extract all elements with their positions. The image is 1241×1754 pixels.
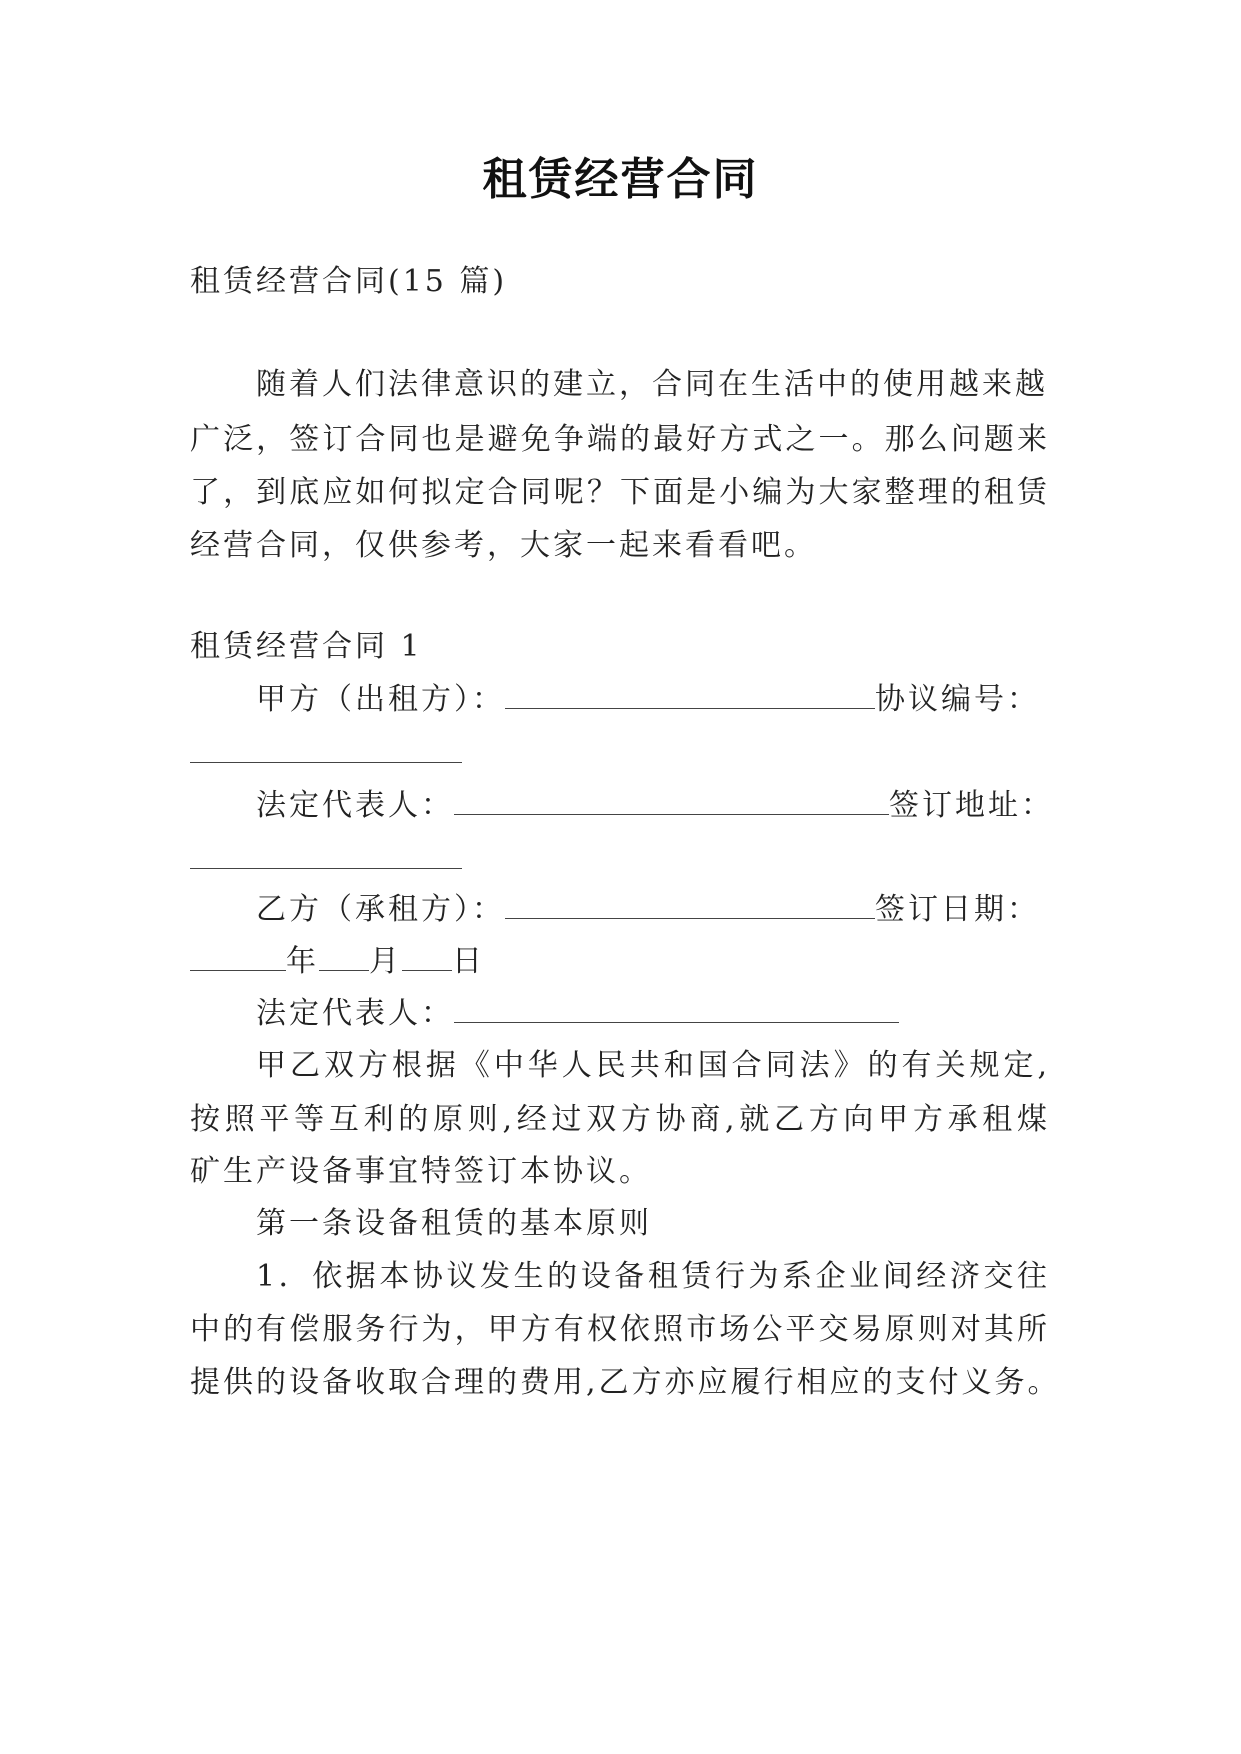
party-b-row <box>256 880 1050 940</box>
sign-address-label: 签订地址： <box>889 788 1054 823</box>
legal-rep-label-1: 法定代表人： <box>256 788 454 823</box>
document-subtitle: 租赁经营合同(15 篇) <box>190 264 508 299</box>
body-line-1: 甲乙双方根据《中华人民共和国合同法》的有关规定, <box>256 1048 1050 1083</box>
sign-address-blank[interactable] <box>190 868 462 869</box>
year-label: 年 <box>286 944 319 979</box>
sign-date-label: 签订日期： <box>875 892 1040 927</box>
year-blank[interactable] <box>190 946 286 971</box>
body-line-2: 按照平等互利的原则,经过双方协商,就乙方向甲方承租煤 <box>190 1102 1050 1137</box>
section-heading: 租赁经营合同 1 <box>190 629 423 664</box>
intro-line-1: 随着人们法律意识的建立，合同在生活中的使用越来越 <box>256 367 1048 402</box>
legal-rep-blank-2[interactable] <box>454 998 899 1023</box>
legal-rep-row-2 <box>256 984 1050 1044</box>
article-1-line-3: 提供的设备收取合理的费用,乙方亦应履行相应的支付义务。 <box>190 1365 1061 1400</box>
party-b-blank[interactable] <box>505 894 875 919</box>
legal-rep-blank-1[interactable] <box>454 790 889 815</box>
party-a-label: 甲方（出租方）： <box>256 682 505 717</box>
intro-line-3: 了，到底应如何拟定合同呢？下面是小编为大家整理的租赁 <box>190 475 1050 510</box>
agreement-no-blank[interactable] <box>190 762 462 763</box>
intro-line-2: 广泛，签订合同也是避免争端的最好方式之一。那么问题来 <box>190 422 1050 457</box>
legal-rep-label-2: 法定代表人： <box>256 996 454 1031</box>
month-blank[interactable] <box>319 946 369 971</box>
party-b-label: 乙方（承租方）： <box>256 892 505 927</box>
party-a-blank[interactable] <box>505 684 875 709</box>
agreement-no-label: 协议编号： <box>875 682 1040 717</box>
party-a-row <box>256 670 1050 730</box>
document-title: 租赁经营合同 <box>482 154 759 205</box>
article-1-line-1: 1．依据本协议发生的设备租赁行为系企业间经济交往 <box>256 1259 1050 1294</box>
sign-date-row <box>190 932 1050 992</box>
body-line-3: 矿生产设备事宜特签订本协议。 <box>190 1154 652 1189</box>
day-label: 日 <box>452 944 485 979</box>
month-label: 月 <box>369 944 402 979</box>
intro-line-4: 经营合同，仅供参考，大家一起来看看吧。 <box>190 528 817 563</box>
article-1-line-2: 中的有偿服务行为，甲方有权依照市场公平交易原则对其所 <box>190 1312 1050 1347</box>
article-1-heading: 第一条设备租赁的基本原则 <box>256 1206 652 1241</box>
day-blank[interactable] <box>402 946 452 971</box>
legal-rep-row-1 <box>256 776 1054 836</box>
